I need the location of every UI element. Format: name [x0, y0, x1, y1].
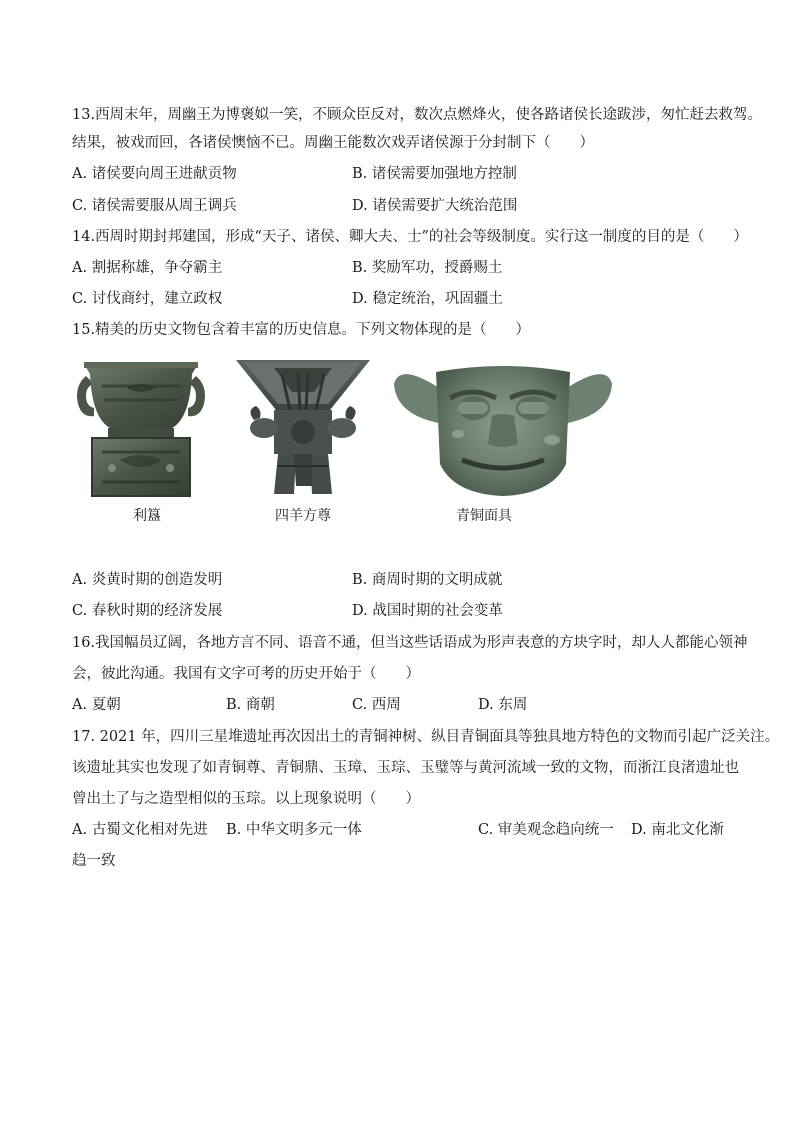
caption-bronze-mask: 青铜面具 [456, 508, 512, 524]
q16-option-b[interactable]: B. 商朝 [226, 697, 275, 713]
q15-stem-line1: 15.精美的历史文物包含着丰富的历史信息。下列文物体现的是（ ） [72, 322, 531, 338]
q15-option-a[interactable]: A. 炎黄时期的创造发明 [72, 572, 223, 588]
q17-option-c[interactable]: C. 审美观念趋向统一 [478, 822, 614, 838]
q17-stem-line1: 17. 2021 年，四川三星堆遗址再次因出土的青铜神树、纵目青铜面具等独具地方特色的文物而引起广泛关注。 [72, 729, 780, 745]
q17-option-d[interactable]: D. 南北文化渐 [631, 822, 724, 838]
q13-stem-line1: 13.西周末年，周幽王为博褒姒一笑，不顾众臣反对，数次点燃烽火，使各路诸侯长途跋涉，匆忙赶去救驾。 [72, 107, 763, 123]
q13-option-a[interactable]: A. 诸侯要向周王进献贡物 [72, 166, 237, 182]
caption-ligui: 利簋 [133, 508, 161, 524]
bronze-mask-image [392, 364, 614, 498]
q17-stem-line2: 该遗址其实也发现了如青铜尊、青铜鼎、玉璋、玉琮、玉璧等与黄河流域一致的文物，而浙江良渚遗址也 [72, 760, 739, 776]
q15-option-d[interactable]: D. 战国时期的社会变革 [352, 603, 503, 619]
q15-option-c[interactable]: C. 春秋时期的经济发展 [72, 603, 223, 619]
q14-option-b[interactable]: B. 奖励军功，授爵赐土 [352, 260, 503, 276]
q17-stem-line3: 曾出土了与之造型相似的玉琮。以上现象说明（ ） [72, 791, 420, 807]
q13-option-b[interactable]: B. 诸侯需要加强地方控制 [352, 166, 517, 182]
q14-stem-line1: 14.西周时期封邦建国，形成“天子、诸侯、卿大夫、士”的社会等级制度。实行这一制度的目的是（ ） [72, 229, 748, 245]
q17-option-a[interactable]: A. 古蜀文化相对先进 [72, 822, 208, 838]
q17-option-d-continued[interactable]: 趋一致 [72, 853, 116, 869]
q13-option-d[interactable]: D. 诸侯需要扩大统治范围 [352, 198, 518, 214]
q14-option-a[interactable]: A. 割据称雄，争夺霸主 [72, 260, 223, 276]
q16-option-d[interactable]: D. 东周 [478, 697, 528, 713]
q15-option-b[interactable]: B. 商周时期的文明成就 [352, 572, 503, 588]
ligui-bronze-image [72, 356, 210, 498]
q16-option-c[interactable]: C. 西周 [352, 697, 401, 713]
q16-stem-line2: 会，彼此沟通。我国有文字可考的历史开始于（ ） [72, 666, 420, 682]
q17-option-b[interactable]: B. 中华文明多元一体 [226, 822, 362, 838]
caption-four-goat-zun: 四羊方尊 [275, 508, 331, 524]
q16-option-a[interactable]: A. 夏朝 [72, 697, 121, 713]
four-goat-zun-image [234, 356, 372, 498]
q14-option-d[interactable]: D. 稳定统治，巩固疆土 [352, 291, 503, 307]
q13-option-c[interactable]: C. 诸侯需要服从周王调兵 [72, 198, 237, 214]
q14-option-c[interactable]: C. 讨伐商纣，建立政权 [72, 291, 223, 307]
q16-stem-line1: 16.我国幅员辽阔，各地方言不同、语音不通，但当这些话语成为形声表意的方块字时，却人人都能心领神 [72, 635, 748, 651]
q13-stem-line2: 结果，被戏而回，各诸侯懊恼不已。周幽王能数次戏弄诸侯源于分封制下（ ） [72, 135, 594, 151]
